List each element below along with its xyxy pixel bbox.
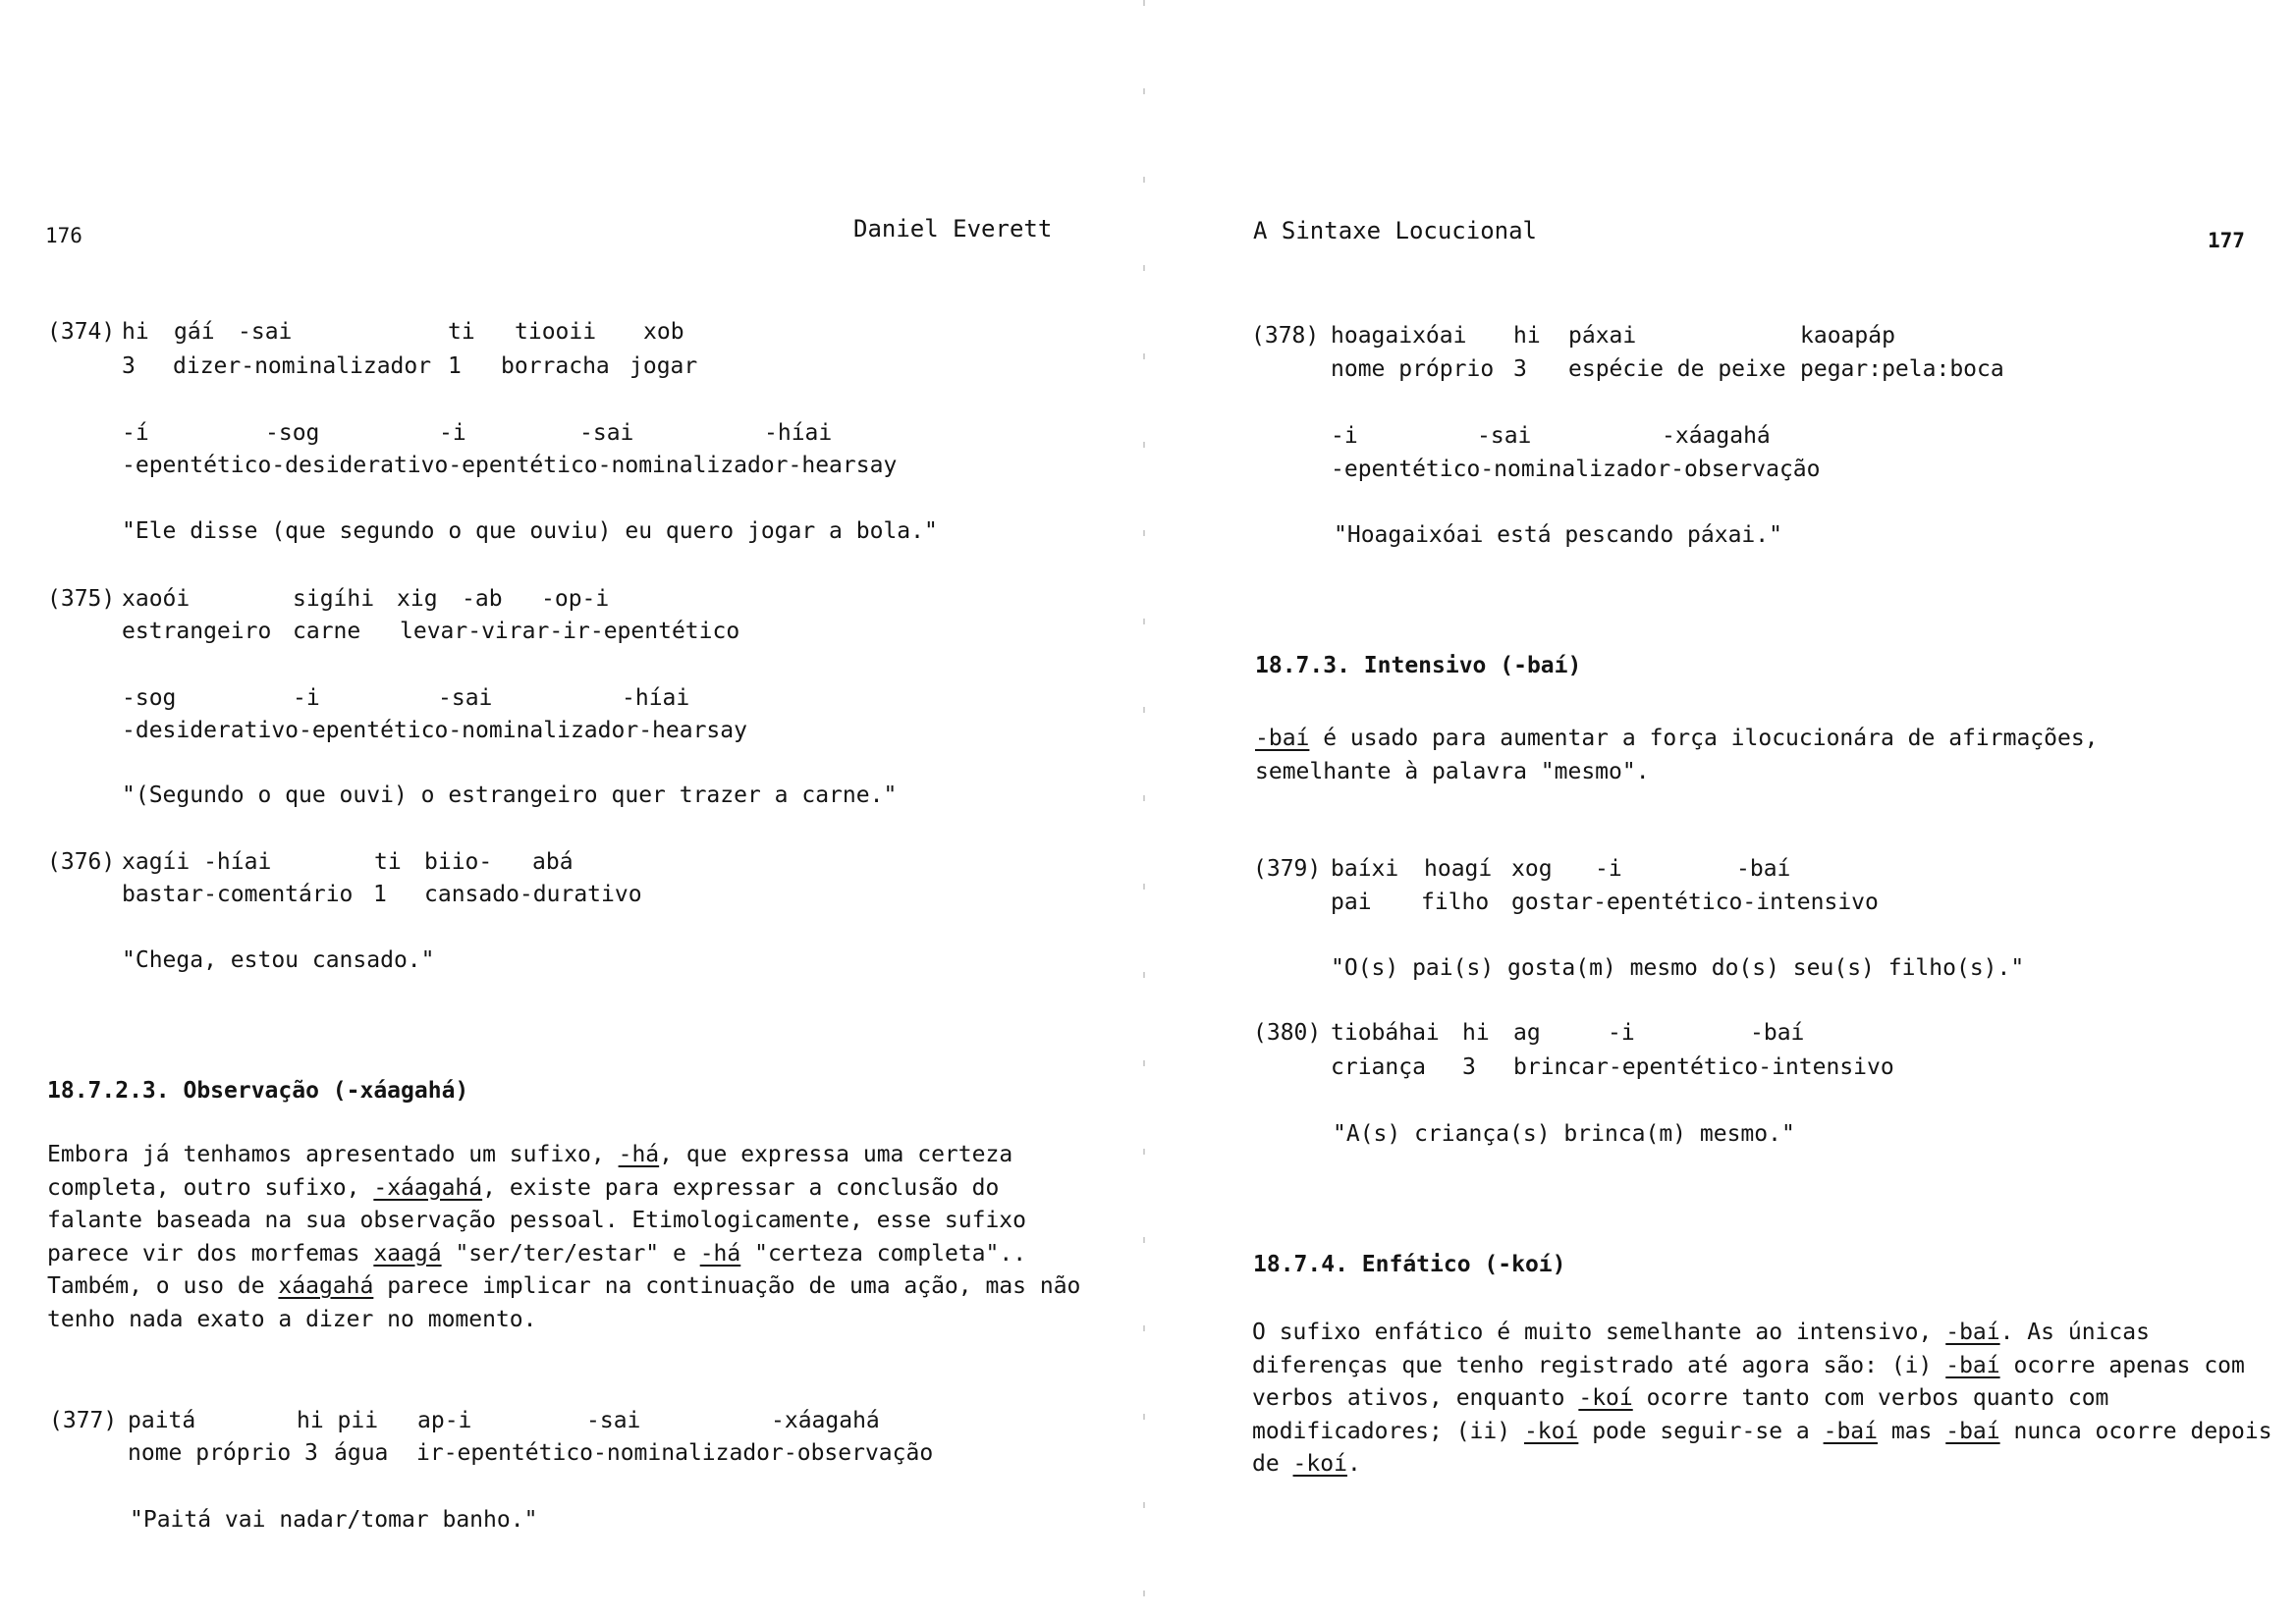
- gloss-line: -desiderativo-epentético-nominalizador-hearsay: [122, 718, 747, 743]
- underlined-morpheme: -baí: [1945, 1418, 2000, 1444]
- example-number: (379): [1253, 856, 1322, 882]
- gloss-word: páxai: [1568, 323, 1637, 349]
- gloss-line: -epentético-desiderativo-epentético-nominalizador-hearsay: [122, 453, 898, 478]
- example-number: (378): [1251, 323, 1320, 349]
- gloss-word: ti: [448, 319, 475, 345]
- gloss-word: carne: [293, 619, 361, 644]
- example-number: (380): [1253, 1020, 1322, 1046]
- gloss-word: nome próprio 3: [128, 1440, 318, 1466]
- gloss-word: filho: [1421, 890, 1490, 915]
- gloss-word: xog: [1511, 856, 1553, 882]
- gloss-word: -i: [1331, 423, 1358, 449]
- section-heading: 18.7.3. Intensivo (-baí): [1255, 653, 1582, 678]
- gloss-word: 3: [1513, 356, 1527, 382]
- free-translation: "(Segundo o que ouvi) o estrangeiro quer trazer a carne.": [122, 782, 898, 808]
- running-head: Daniel Everett: [853, 215, 1053, 243]
- gloss-word: 1: [373, 882, 387, 907]
- gloss-word: ap-i: [417, 1408, 472, 1433]
- gloss-word: borracha: [501, 353, 610, 379]
- gloss-word: xob: [643, 319, 684, 345]
- example-number: (376): [47, 849, 116, 875]
- underlined-morpheme: -há: [618, 1142, 660, 1167]
- gloss-word: -sog: [122, 685, 177, 711]
- gloss-word: dizer-nominalizador: [173, 353, 432, 379]
- gloss-word: tiooii: [515, 319, 597, 345]
- paragraph-line: -baí é usado para aumentar a força ilocucionára de afirmações,: [1255, 726, 2099, 751]
- gloss-word: -i: [439, 420, 466, 446]
- gloss-word: espécie de peixe: [1568, 356, 1786, 382]
- free-translation: "O(s) pai(s) gosta(m) mesmo do(s) seu(s) filho(s).": [1331, 955, 2025, 981]
- gloss-word: jogar: [629, 353, 698, 379]
- gloss-word: -híai: [764, 420, 833, 446]
- gloss-word: -híai: [622, 685, 690, 711]
- gloss-word: abá: [532, 849, 574, 875]
- gloss-word: -baí: [1750, 1020, 1805, 1046]
- gloss-word: -baí: [1736, 856, 1791, 882]
- gloss-word: gostar-epentético-intensivo: [1511, 890, 1879, 915]
- section-heading: 18.7.2.3. Observação (-xáagahá): [47, 1078, 469, 1104]
- example-number: (375): [47, 586, 116, 612]
- free-translation: "A(s) criança(s) brinca(m) mesmo.": [1333, 1121, 1795, 1147]
- gloss-word: xaoói: [122, 586, 191, 612]
- right-page: [1144, 0, 2296, 1618]
- gloss-word: hi pii: [297, 1408, 379, 1433]
- page-number: 177: [2208, 229, 2245, 252]
- gloss-word: sigíhi: [293, 586, 375, 612]
- gloss-word: 3: [1462, 1054, 1476, 1080]
- gloss-word: hi: [122, 319, 149, 345]
- gloss-word: pegar:pela:boca: [1800, 356, 2004, 382]
- gloss-word: hoagí: [1424, 856, 1493, 882]
- body-paragraph: [1252, 1317, 2272, 1482]
- gloss-word: -sai: [579, 420, 634, 446]
- gloss-word: hoagaixóai: [1331, 323, 1467, 349]
- section-heading: 18.7.4. Enfático (-koí): [1253, 1252, 1566, 1277]
- running-head: A Sintaxe Locucional: [1253, 217, 1537, 244]
- paragraph-line: Também, o uso de xáagahá parece implicar na continuação de uma ação, mas não: [47, 1273, 1081, 1299]
- gloss-word: -sai: [438, 685, 493, 711]
- gloss-word: -ab: [462, 586, 503, 612]
- gloss-word: tiobáhai: [1331, 1020, 1440, 1046]
- gloss-word: -sai: [238, 319, 293, 345]
- gloss-word: paitá: [128, 1408, 196, 1433]
- underlined-morpheme: -xáagahá: [373, 1174, 483, 1201]
- gloss-word: ti: [374, 849, 402, 875]
- gloss-word: gáí: [174, 319, 215, 345]
- gloss-word: kaoapáp: [1800, 323, 1895, 349]
- underlined-morpheme: -koí: [1292, 1451, 1347, 1477]
- gloss-word: estrangeiro: [122, 619, 272, 644]
- underlined-morpheme: xáagahá: [278, 1273, 374, 1299]
- example-number: (377): [49, 1408, 118, 1433]
- gloss-word: cansado-durativo: [424, 882, 642, 907]
- paragraph-line: modificadores; (ii) -koí pode seguir-se a -baí mas -baí nunca ocorre depois: [1252, 1418, 2272, 1444]
- gloss-word: -i: [1595, 856, 1622, 882]
- gloss-word: 3: [122, 353, 136, 379]
- underlined-morpheme: -baí: [1945, 1352, 2000, 1378]
- free-translation: "Paitá vai nadar/tomar banho.": [130, 1507, 538, 1533]
- gloss-word: água: [334, 1440, 389, 1466]
- underlined-morpheme: -baí: [1255, 726, 1310, 751]
- paragraph-line: falante baseada na sua observação pessoal. Etimologicamente, esse sufixo: [47, 1208, 1026, 1233]
- paragraph-line: tenho nada exato a dizer no momento.: [47, 1306, 537, 1332]
- gloss-word: baíxi: [1331, 856, 1399, 882]
- gloss-word: ag: [1513, 1020, 1541, 1046]
- gloss-word: xagíi -híai: [122, 849, 272, 875]
- gloss-word: 1: [448, 353, 462, 379]
- paragraph-line: O sufixo enfático é muito semelhante ao intensivo, -baí. As únicas: [1252, 1320, 2150, 1345]
- free-translation: "Hoagaixóai está pescando páxai.": [1334, 522, 1782, 548]
- free-translation: "Ele disse (que segundo o que ouviu) eu quero jogar a bola.": [122, 518, 938, 544]
- gloss-word: hi: [1513, 323, 1541, 349]
- underlined-morpheme: -koí: [1578, 1385, 1633, 1411]
- gloss-word: pai: [1331, 890, 1372, 915]
- paragraph-line: semelhante à palavra "mesmo".: [1255, 758, 1650, 784]
- gloss-word: ir-epentético-nominalizador-observação: [416, 1440, 934, 1466]
- paragraph-line: completa, outro sufixo, -xáagahá, existe para expressar a conclusão do: [47, 1174, 1000, 1201]
- gloss-word: -i: [293, 685, 320, 711]
- left-page: [0, 0, 1144, 1618]
- gloss-word: bastar-comentário: [122, 882, 354, 907]
- paragraph-line: Embora já tenhamos apresentado um sufixo, -há, que expressa uma certeza: [47, 1142, 1013, 1167]
- page-number: 176: [45, 224, 82, 247]
- paragraph-line: de -koí.: [1252, 1451, 1361, 1477]
- gloss-word: -sog: [265, 420, 320, 446]
- example-number: (374): [47, 319, 116, 345]
- gloss-word: -i: [1608, 1020, 1635, 1046]
- gloss-word: -sai: [586, 1408, 641, 1433]
- gloss-word: -sai: [1477, 423, 1532, 449]
- gloss-line: -epentético-nominalizador-observação: [1331, 457, 1821, 482]
- free-translation: "Chega, estou cansado.": [122, 947, 435, 973]
- paragraph-line: parece vir dos morfemas xaagá "ser/ter/estar" e -há "certeza completa"..: [47, 1240, 1027, 1267]
- gloss-word: nome próprio: [1331, 356, 1495, 382]
- paragraph-line: verbos ativos, enquanto -koí ocorre tanto com verbos quanto com: [1252, 1385, 2109, 1411]
- gloss-word: -xáagahá: [771, 1408, 880, 1433]
- gloss-word: -op-i: [541, 586, 610, 612]
- gloss-word: levar-virar-ir-epentético: [400, 619, 740, 644]
- body-paragraph: [47, 1139, 1081, 1336]
- gloss-word: biio-: [424, 849, 493, 875]
- paragraph-line: diferenças que tenho registrado até agora são: (i) -baí ocorre apenas com: [1252, 1352, 2245, 1378]
- gloss-word: criança: [1331, 1054, 1426, 1080]
- gloss-word: hi: [1462, 1020, 1490, 1046]
- underlined-morpheme: -koí: [1523, 1418, 1579, 1444]
- body-paragraph: [1255, 723, 2254, 788]
- gloss-word: -í: [122, 420, 149, 446]
- gloss-word: -xáagahá: [1662, 423, 1771, 449]
- gloss-word: xig: [397, 586, 438, 612]
- underlined-morpheme: -baí: [1823, 1418, 1878, 1444]
- underlined-morpheme: -há: [699, 1240, 741, 1267]
- underlined-morpheme: xaagá: [373, 1240, 442, 1267]
- underlined-morpheme: -baí: [1945, 1320, 2000, 1345]
- gloss-word: brincar-epentético-intensivo: [1513, 1054, 1894, 1080]
